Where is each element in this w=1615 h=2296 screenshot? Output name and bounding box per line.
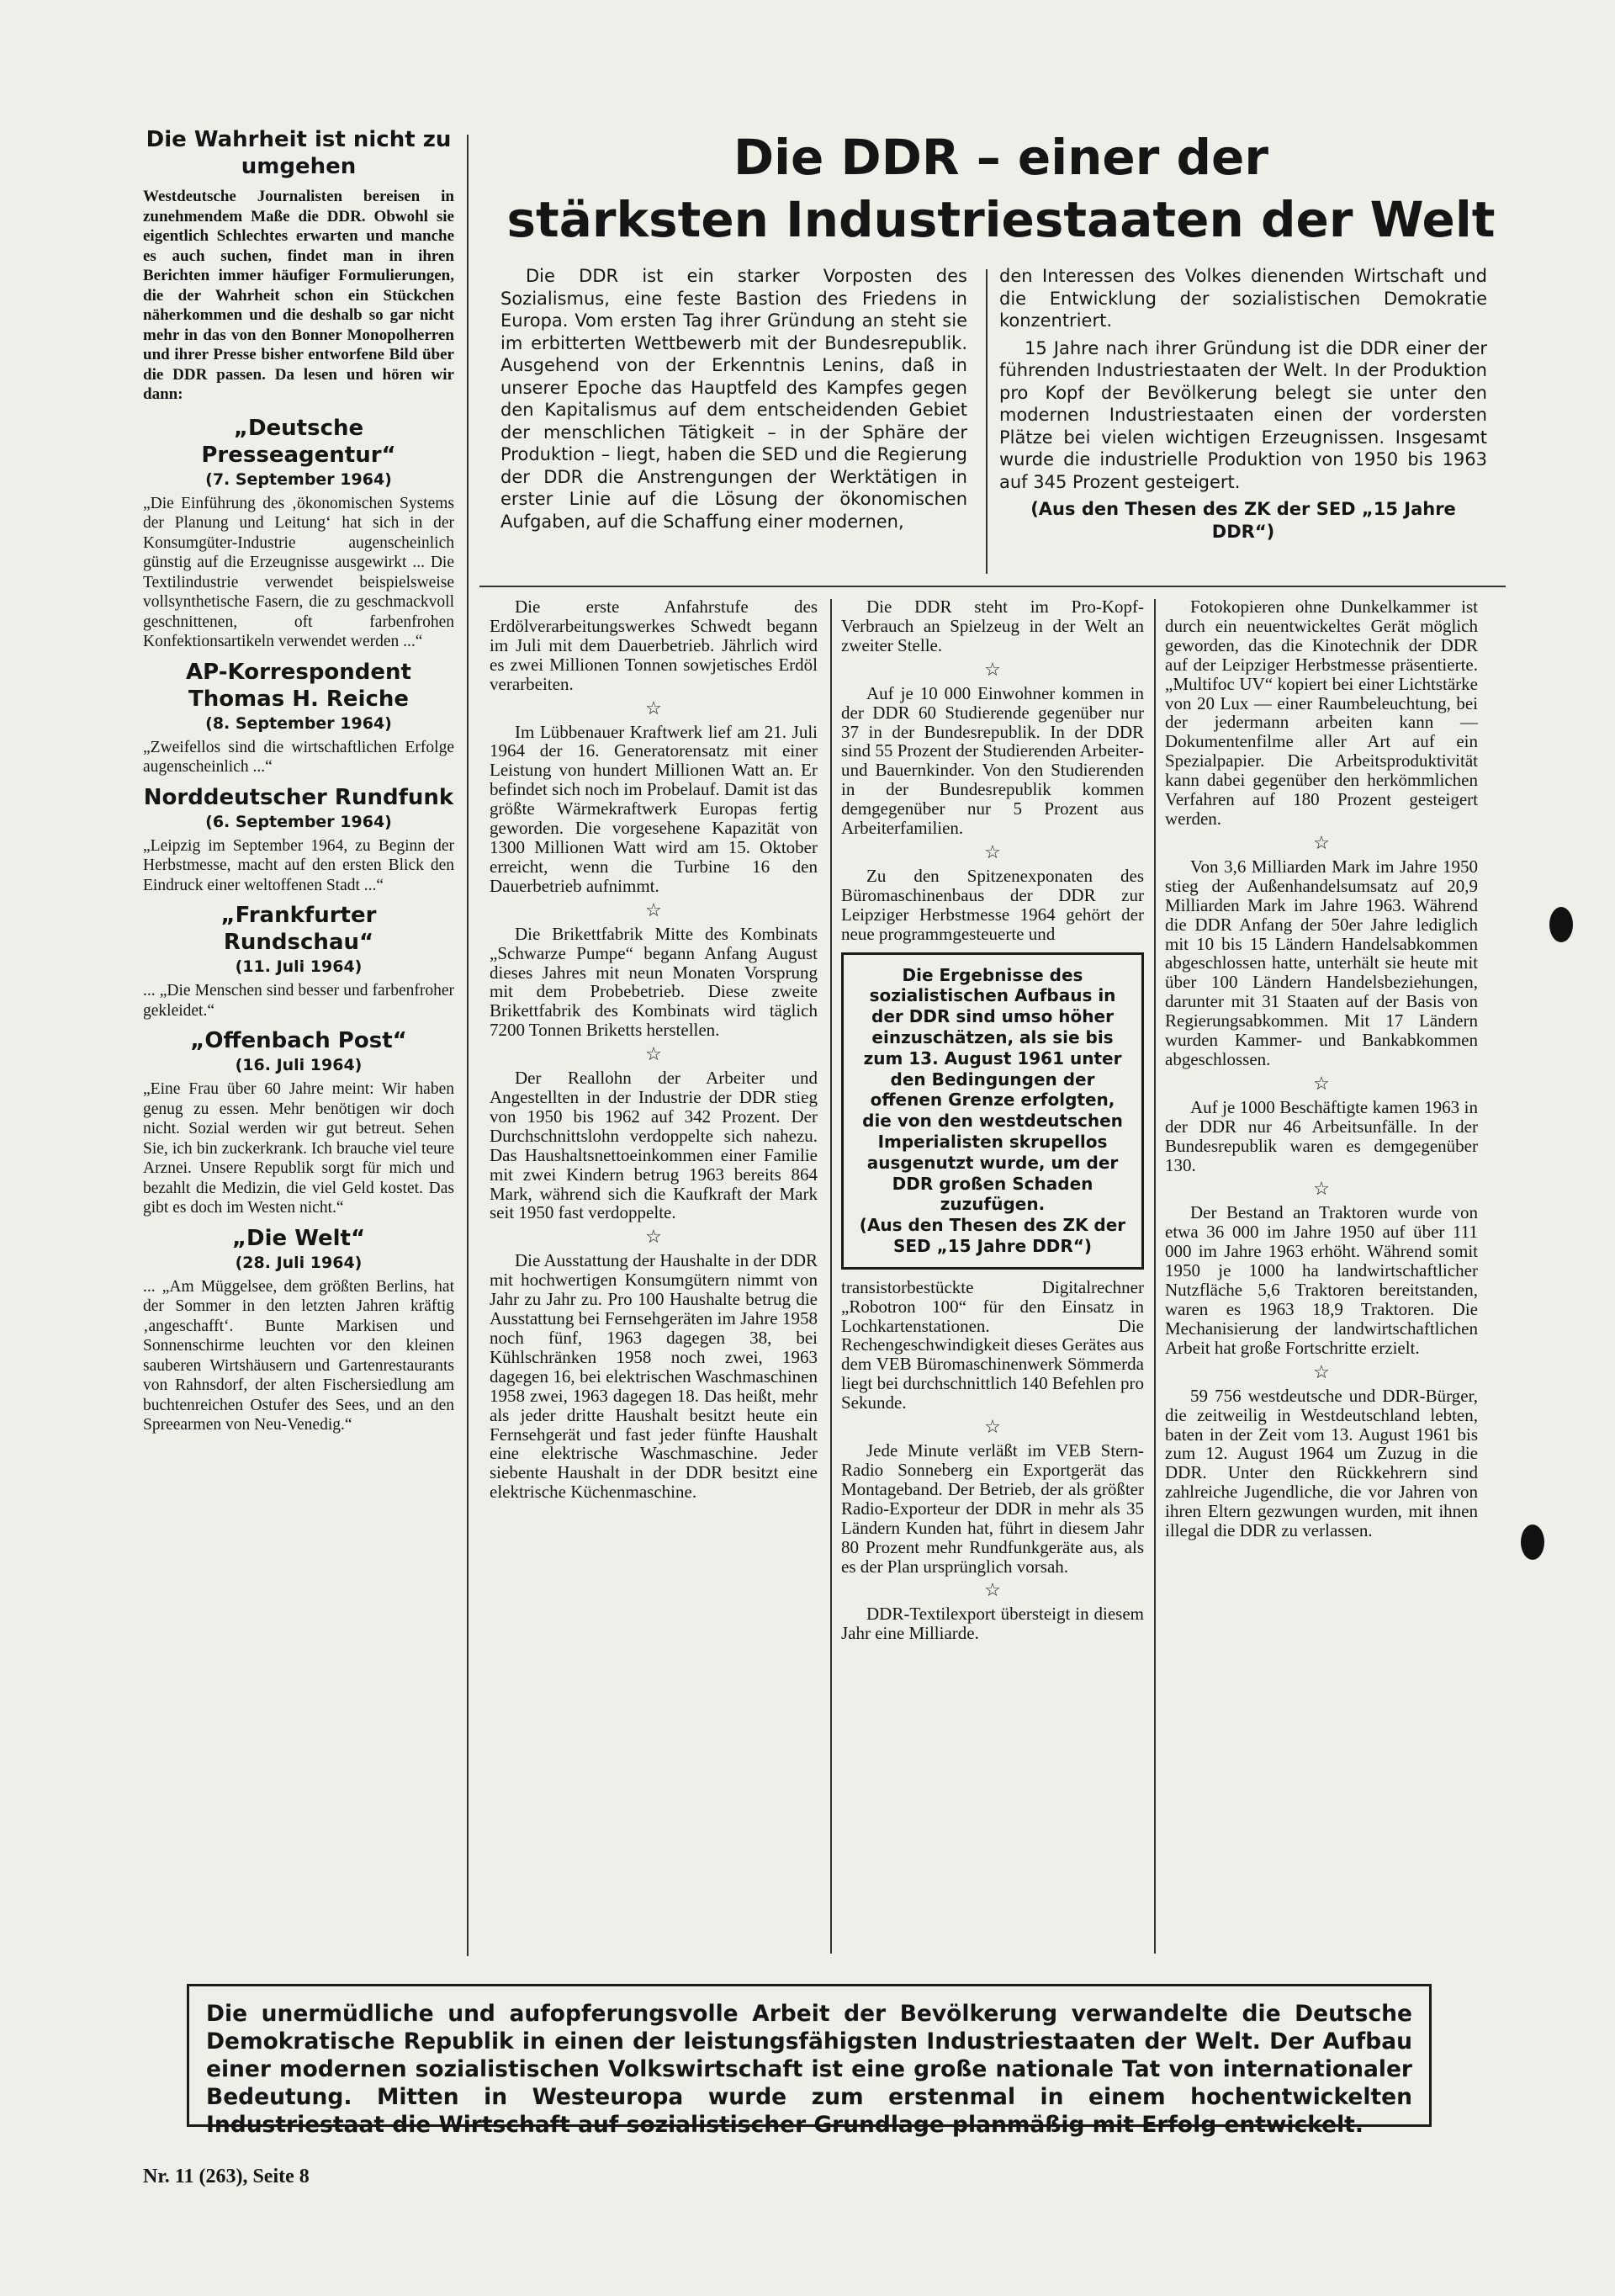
press-quotes-column bbox=[143, 126, 454, 1440]
source-quote: ... „Am Müggelsee, dem größten Berlins, hat der Sommer in den letzten Jahren kräftig ‚angeschafft‘. Bunte Markisen und Sonnenschirme leuchten vor den kleinen sauberen Wirtshäusern und Gartenrestaurants von Rahnsdorf, der alten Fischersiedlung am buchtenreichen Ostufer des Sees, und an den Spreearmen von Neu-Venedig.“ bbox=[143, 1277, 454, 1434]
star-separator-icon: ☆ bbox=[1313, 1360, 1330, 1382]
punch-hole bbox=[1521, 1524, 1544, 1560]
star-separator-icon: ☆ bbox=[645, 1226, 662, 1248]
star-separator-icon: ☆ bbox=[645, 1043, 662, 1065]
facts-column-2 bbox=[841, 597, 1144, 1643]
source-date: (11. Juli 1964) bbox=[235, 957, 363, 976]
column-divider bbox=[1154, 599, 1156, 1954]
source-quote: „Eine Frau über 60 Jahre meint: Wir haben genug zu essen. Mehr benötigen wir doch nicht. Sozial werden wir gut betreut. Sehen Sie, ich bin zuckerkrank. Ich brauche viel teure Arznei. Unsere Republik sorgt für mich und bezahlt die Medizin, die viel Geld kostet. Das gibt es doch im Westen nicht.“ bbox=[143, 1080, 454, 1217]
star-separator-icon: ☆ bbox=[1313, 1072, 1330, 1094]
column-divider bbox=[467, 135, 469, 1956]
source-quote: „Leipzig im September 1964, zu Beginn der Herbstmesse, macht auf den ersten Blick den Eindruck einer weltoffenen Stadt ...“ bbox=[143, 836, 454, 894]
fact-paragraph: Jede Minute verläßt im VEB Stern-Radio Sonneberg ein Exportgerät das Montageband. Der Betrieb, der als größter Radio-Exporteur der DDR in mehr als 35 Ländern Kunden hat, führt in diesem Jahr 80 Prozent mehr Rundfunkgeräte aus, als es der Plan ursprünglich vorsah. bbox=[841, 1440, 1144, 1577]
star-separator-icon: ☆ bbox=[984, 840, 1001, 862]
section-divider bbox=[479, 586, 1506, 587]
source-date: (7. September 1964) bbox=[205, 469, 392, 489]
fact-paragraph: DDR-Textilexport übersteigt in diesem Jahr eine Milliarde. bbox=[841, 1604, 1144, 1644]
source-name: „Offenbach Post“ bbox=[190, 1028, 407, 1053]
fact-paragraph: Die Ausstattung der Haushalte in der DDR mit hochwertigen Konsumgütern nimmt von Jahr zu Jahr zu. Pro 100 Haushalte betrug die Ausstattung bei Fernsehgeräten im Jahre 1958 noch fünf, 1963 dagegen 38, bei Kühlschränken 1958 noch zwei, 1963 dagegen 16, bei elektrischen Waschmaschinen 1958 zwei, 1963 dagegen 18. Das heißt, mehr als jeder dritte Haushalt besitzt heute ein Fernsehgerät und fast jeder fünfte Haushalt eine elektrische Waschmaschine. Jeder siebente Haushalt in der DDR besitzt eine elektrische Küchenmaschine. bbox=[490, 1250, 818, 1503]
fact-paragraph: Fotokopieren ohne Dunkelkammer ist durch ein neuentwickeltes Gerät möglich geworden, das die Kinotechnik der DDR auf der Leipziger Herbstmesse präsentierte. „Multifoc UV“ kopiert bei einer Lichtstärke von 20 Lux — einer Raumbeleuchtung, bei der jedermann arbeiten kann — Dokumentenfilme aller Art auf ein Spezialpapier. Die Arbeitsproduktivität kann dabei gegenüber den herkömmlichen Verfahren auf 180 Prozent gesteigert werden. bbox=[1165, 597, 1478, 829]
source-quote: „Die Einführung des ‚ökonomischen Systems der Planung und Leitung‘ hat sich in der Konsumgüter-Industrie augenscheinlich günstig auf die Erzeugnisse ausgewirkt ... Die Textilindustrie verwendet beispielsweise vollsynthetische Fasern, die zu geschmackvoll geschnittenen, oft farbenfrohen Konfektionsartikeln verwendet werden ...“ bbox=[143, 494, 454, 650]
headline-line-1: Die DDR – einer der bbox=[733, 129, 1268, 186]
source-block bbox=[143, 415, 454, 490]
thesis-source: (Aus den Thesen des ZK der SED „15 Jahre DDR“) bbox=[1030, 499, 1456, 542]
thesis-intro-left bbox=[500, 265, 967, 538]
main-headline bbox=[496, 126, 1506, 251]
fact-paragraph: Die Brikettfabrik Mitte des Kombinats „Schwarze Pumpe“ begann Anfang August dieses Jahres mit neun Monaten Vorsprung mit dem Probebetrieb. Diese zweite Brikettfabrik des Kombinats wird täglich 7200 Tonnen Briketts herstellen. bbox=[490, 923, 818, 1041]
press-quotes-intro: Westdeutsche Journalisten bereisen in zunehmendem Maße die DDR. Obwohl sie eigentlich Schlechtes erwarten und manche es auch suchen, findet man in ihren Berichten immer häufiger Formulierungen, die der Wahrheit schon ein Stückchen näherkommen und die deshalb so gar nicht mehr in das von den Bonner Monopolherren und ihrer Presse bisher entworfene Bild über die DDR passen. Da lesen und hören wir dann: bbox=[143, 188, 454, 403]
thesis-box-source: (Aus den Thesen des ZK der SED „15 Jahre DDR“) bbox=[859, 1215, 1126, 1256]
press-quotes-heading: Die Wahrheit ist nicht zu umgehen bbox=[146, 127, 452, 179]
star-separator-icon: ☆ bbox=[645, 697, 662, 718]
thesis-paragraph: 15 Jahre nach ihrer Gründung ist die DDR einer der führenden Industriestaaten der Welt. In der Produktion pro Kopf der Bevölkerung belegt sie unter den modernen Industriestaaten einen der vordersten Plätze bei vielen wichtigen Erzeugnissen. Insgesamt wurde die industrielle Produktion von 1950 bis 1963 auf 345 Prozent gesteigert. bbox=[999, 337, 1487, 492]
source-name: AP-Korrespondent Thomas H. Reiche bbox=[186, 659, 411, 712]
source-name: Norddeutscher Rundfunk bbox=[143, 784, 454, 810]
closing-statement: Die unermüdliche und aufopferungsvolle Arbeit der Bevölkerung verwandelte die Deutsche Demokratische Republik in einen der leistungsfähigsten Industriestaaten der Welt. Der Aufbau einer modernen sozialistischen Volkswirtschaft ist eine große nationale Tat von internationaler Bedeutung. Mitten in Westeuropa wurde zum erstenmal in einem hochentwickelten Industriestaat die Wirtschaft auf sozialistischer Grundlage planmäßig mit Erfolg entwickelt. bbox=[206, 2001, 1412, 2138]
fact-paragraph: Die erste Anfahrstufe des Erdölverarbeitungswerkes Schwedt begann im Juli mit dem Dauerbetrieb. Jährlich wird es zwei Millionen Tonnen sowjetisches Erdöl verarbeiten. bbox=[490, 597, 818, 694]
source-block bbox=[143, 1225, 454, 1274]
source-quote: ... „Die Menschen sind besser und farbenfroher gekleidet.“ bbox=[143, 982, 454, 1020]
thesis-paragraph: Die DDR ist ein starker Vorposten des Sozialismus, eine feste Bastion des Friedens in Europa. Vom ersten Tag ihrer Gründung an steht sie im erbitterten Wettbewerb mit der Bundesrepublik. Ausgehend von der Erkenntnis Lenins, daß in unserer Epoche das Hauptfeld des Kampfes gegen den Kapitalismus auf dem entscheidenden Gebiet der menschlichen Tätigkeit – in der Sphäre der Produktion – liegt, haben die SED und die Regierung der DDR die Anstrengungen der Werktätigen in erster Linie auf die Lösung der ökonomischen Aufgaben, auf die Schaffung einer modernen, bbox=[500, 266, 967, 532]
fact-paragraph: 59 756 westdeutsche und DDR-Bürger, die zeitweilig in Westdeutschland lebten, baten in der Zeit vom 13. August 1961 bis zum 12. August 1964 um Zuzug in die DDR. Unter den Rückkehrern sind zahlreiche Jugendliche, die vor Jahren von ihren Eltern gezwungen wurden, mit ihnen illegal die DDR zu verlassen. bbox=[1165, 1385, 1478, 1541]
fact-paragraph: Von 3,6 Milliarden Mark im Jahre 1950 stieg der Außenhandelsumsatz auf 20,9 Milliarden Mark im Jahre 1963. Während die DDR Anfang der 50er Jahre lediglich mit 10 bis 15 Ländern Handelsabkommen abgeschlossen hatte, unterhält sie heute mit über 100 Ländern Handelsbeziehungen, darunter mit 31 Staaten auf der Basis von Regierungsabkommen. Mit 17 Ländern wurden Kammer- und Bankabkommen abgeschlossen. bbox=[1165, 856, 1478, 1069]
star-separator-icon: ☆ bbox=[984, 658, 1001, 680]
source-name: „Die Welt“ bbox=[231, 1225, 366, 1251]
fact-paragraph: Die DDR steht im Pro-Kopf-Verbrauch an Spielzeug in der Welt an zweiter Stelle. bbox=[841, 597, 1144, 655]
star-separator-icon: ☆ bbox=[984, 1579, 1001, 1601]
star-separator-icon: ☆ bbox=[1313, 831, 1330, 853]
fact-paragraph: Der Bestand an Traktoren wurde von etwa 36 000 im Jahre 1950 auf über 111 000 im Jahre 1963 erhöht. Während somit 1950 je 1000 ha landwirtschaftlicher Nutzfläche 5,6 Traktoren bereitstanden, waren es 1963 18,9 Traktoren. Die Mechanisierung der landwirtschaftlichen Arbeit hat große Fortschritte erzielt. bbox=[1165, 1202, 1478, 1358]
fact-paragraph: Zu den Spitzenexponaten des Büromaschinenbaus der DDR zur Leipziger Herbstmesse 1964 gehört der neue programmgesteuerte und bbox=[841, 865, 1144, 944]
column-divider bbox=[986, 269, 988, 574]
column-divider bbox=[830, 599, 832, 1954]
fact-paragraph: Der Reallohn der Arbeiter und Angestellten in der Industrie der DDR stieg von 1950 bis 1962 auf 342 Prozent. Der Durchschnittslohn verdoppelte sich nahezu. Das Haushaltsnettoeinkommen einer Familie mit zwei Kindern betrug 1963 bereits 864 Mark, während sich die Kaufkraft der Mark seit 1950 fast verdoppelte. bbox=[490, 1068, 818, 1223]
fact-paragraph: Auf je 1000 Beschäftigte kamen 1963 in der DDR nur 46 Arbeitsunfälle. In der Bundesrepublik waren es demgegenüber 130. bbox=[1165, 1096, 1478, 1175]
star-separator-icon: ☆ bbox=[645, 899, 662, 920]
star-separator-icon: ☆ bbox=[984, 1416, 1001, 1438]
page-number: Nr. 11 (263), Seite 8 bbox=[143, 2166, 310, 2187]
source-date: (28. Juli 1964) bbox=[235, 1253, 363, 1272]
facts-column-1 bbox=[490, 597, 818, 1502]
source-block bbox=[143, 1027, 454, 1076]
source-block bbox=[143, 902, 454, 978]
source-block bbox=[143, 784, 454, 833]
source-date: (16. Juli 1964) bbox=[235, 1056, 363, 1074]
thesis-paragraph: den Interessen des Volkes dienenden Wirtschaft und die Entwicklung der sozialistischen Demokratie konzentriert. bbox=[999, 266, 1487, 331]
source-name: „Deutsche Presseagentur“ bbox=[201, 415, 396, 468]
source-name: „Frankfurter Rundschau“ bbox=[220, 903, 377, 955]
headline-line-2: stärksten Industriestaaten der Welt bbox=[506, 191, 1496, 248]
punch-hole bbox=[1549, 907, 1573, 942]
closing-statement-box bbox=[187, 1984, 1432, 2138]
facts-column-3 bbox=[1165, 597, 1478, 1540]
source-quote: „Zweifellos sind die wirtschaftlichen Erfolge augenscheinlich ...“ bbox=[143, 738, 454, 776]
fact-paragraph: Auf je 10 000 Einwohner kommen in der DDR 60 Studierende gegenüber nur 37 in der Bundesrepublik. In der DDR sind 55 Prozent der Studierenden Arbeiter- und Bauernkinder. Von den Studierenden in der Bundesrepublik kommen demgegenüber nur 5 Prozent aus Arbeiterfamilien. bbox=[841, 682, 1144, 839]
star-separator-icon: ☆ bbox=[1313, 1178, 1330, 1200]
fact-paragraph: Im Lübbenauer Kraftwerk lief am 21. Juli 1964 der 16. Generatorensatz mit einer Leistung von hundert Millionen Watt an. Er befindet sich noch im Probelauf. Damit ist das größte Wärmekraftwerk Europas fertig geworden. Die vorgesehene Kapazität von 1300 Millionen Watt wird am 15. Oktober erreicht, wenn die Turbine 16 den Dauerbetrieb aufnimmt. bbox=[490, 721, 818, 896]
fact-paragraph: transistorbestückte Digitalrechner „Robotron 100“ für den Einsatz in Lochkartenstationen. Die Rechengeschwindigkeit dieses Gerätes aus dem VEB Büromaschinenwerk Sömmerda liegt bei durchschnittlich 140 Befehlen pro Sekunde. bbox=[841, 1276, 1144, 1413]
thesis-box-text: Die Ergebnisse des sozialistischen Aufbaus in der DDR sind umso höher einzuschätzen, als sie bis zum 13. August 1961 unter den Bedingungen der offenen Grenze erfolgten, die von den westdeutschen Imperialisten skrupellos ausgenutzt wurde, um der DDR großen Schaden zuzufügen. bbox=[862, 964, 1123, 1215]
source-date: (8. September 1964) bbox=[205, 713, 392, 733]
thesis-intro-right bbox=[999, 265, 1487, 543]
thesis-box bbox=[841, 952, 1144, 1270]
source-block bbox=[143, 659, 454, 734]
source-date: (6. September 1964) bbox=[205, 812, 392, 831]
